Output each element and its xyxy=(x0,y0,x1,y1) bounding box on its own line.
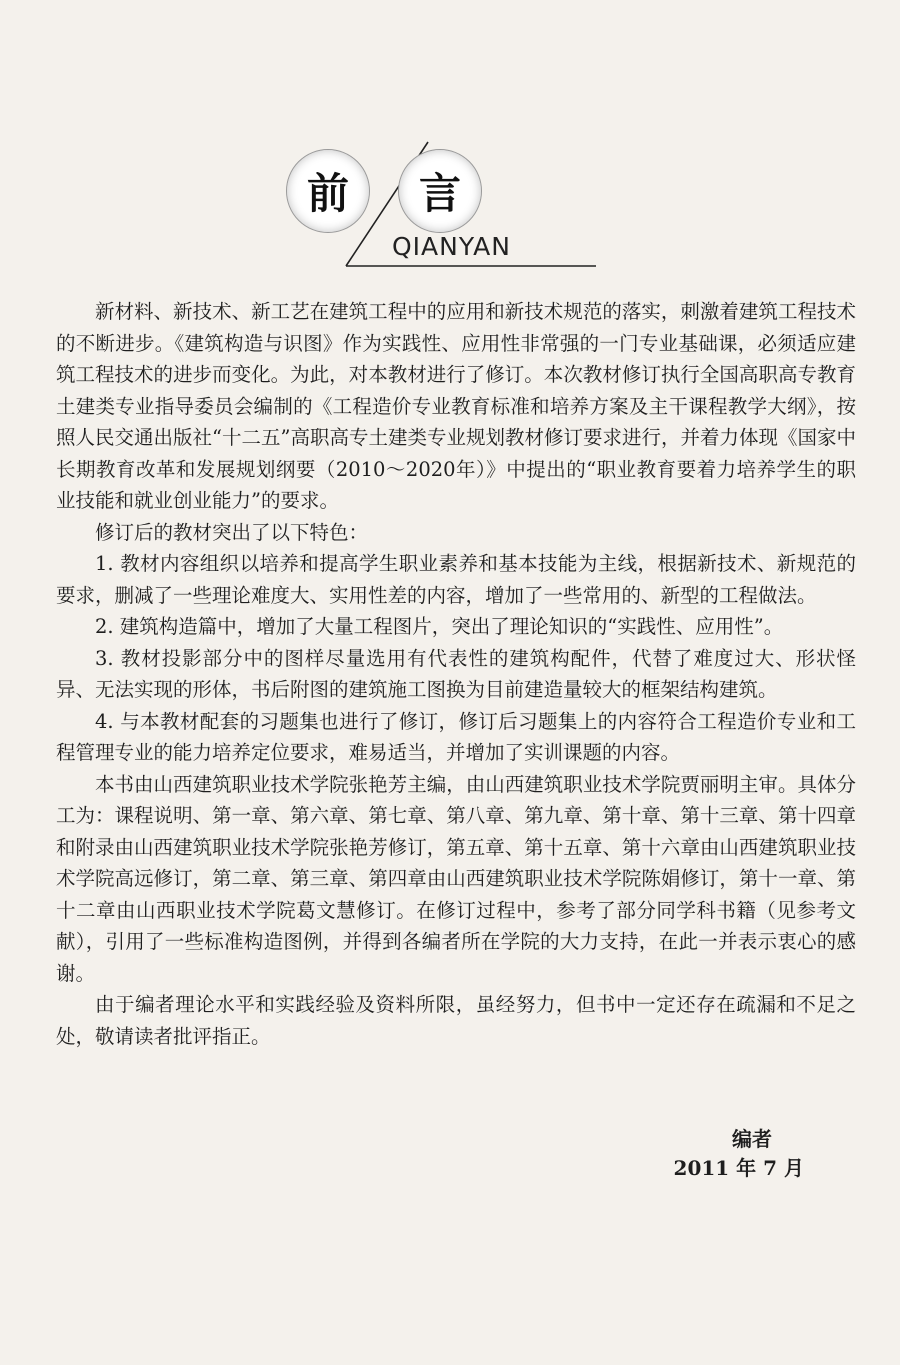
paragraph-intro: 新材料、新技术、新工艺在建筑工程中的应用和新技术规范的落实，刺激着建筑工程技术的不断进步。《建筑构造与识图》作为实践性、应用性非常强的一门专业基础课，必须适应建筑工程技术的进步而变化。为此，对本教材进行了修订。本次教材修订执行全国高职高专教育土建类专业指导委员会编制的《工程造价专业教育标准和培养方案及主干课程教学大纲》，按照人民交通出版社“十二五”高职高专土建类专业规划教材修订要求进行，并着力体现《国家中长期教育改革和发展规划纲要（2010～2020年）》中提出的“职业教育要着力培养学生的职业技能和就业创业能力”的要求。 xyxy=(56,300,856,512)
paragraph-feature-4: 4. 与本教材配套的习题集也进行了修订，修订后习题集上的内容符合工程造价专业和工程管理专业的能力培养定位要求，难易适当，并增加了实训课题的内容。 xyxy=(56,709,856,764)
signature-date: 2011 年 7 月 xyxy=(673,1156,804,1180)
preface-body xyxy=(56,296,856,1052)
preface-heading xyxy=(280,140,600,280)
paragraph-feature-3: 3. 教材投影部分中的图样尽量选用有代表性的建筑构配件，代替了难度过大、形状怪异、无法实现的形体，书后附图的建筑施工图换为目前建造量较大的框架结构建筑。 xyxy=(56,646,856,701)
paragraph-feature-2: 2. 建筑构造篇中，增加了大量工程图片，突出了理论知识的“实践性、应用性”。 xyxy=(95,615,784,638)
paragraph-authorship: 本书由山西建筑职业技术学院张艳芳主编，由山西建筑职业技术学院贾丽明主审。具体分工为：课程说明、第一章、第六章、第七章、第八章、第九章、第十章、第十三章、第十四章和附录由山西建筑职业技术学院张艳芳修订，第五章、第十五章、第十六章由山西建筑职业技术学院高远修订，第二章、第三章、第四章由山西建筑职业技术学院陈娟修订，第十一章、第十二章由山西职业技术学院葛文慧修订。在修订过程中，参考了部分同学科书籍（见参考文献），引用了一些标准构造图例，并得到各编者所在学院的大力支持，在此一并表示衷心的感谢。 xyxy=(56,772,856,985)
heading-char-yan: 言 xyxy=(398,149,482,233)
heading-char-qian: 前 xyxy=(286,149,370,233)
paragraph-closing: 由于编者理论水平和实践经验及资料所限，虽经努力，但书中一定还存在疏漏和不足之处，敬请读者批评指正。 xyxy=(56,993,856,1048)
paragraph-feature-1: 1. 教材内容组织以培养和提高学生职业素养和基本技能为主线，根据新技术、新规范的要求，删减了一些理论难度大、实用性差的内容，增加了一些常用的、新型的工程做法。 xyxy=(56,552,856,607)
signature-author: 编者 xyxy=(732,1127,772,1151)
heading-subtitle: QIANYAN xyxy=(392,232,511,261)
paragraph-features-lead: 修订后的教材突出了以下特色： xyxy=(95,520,369,544)
